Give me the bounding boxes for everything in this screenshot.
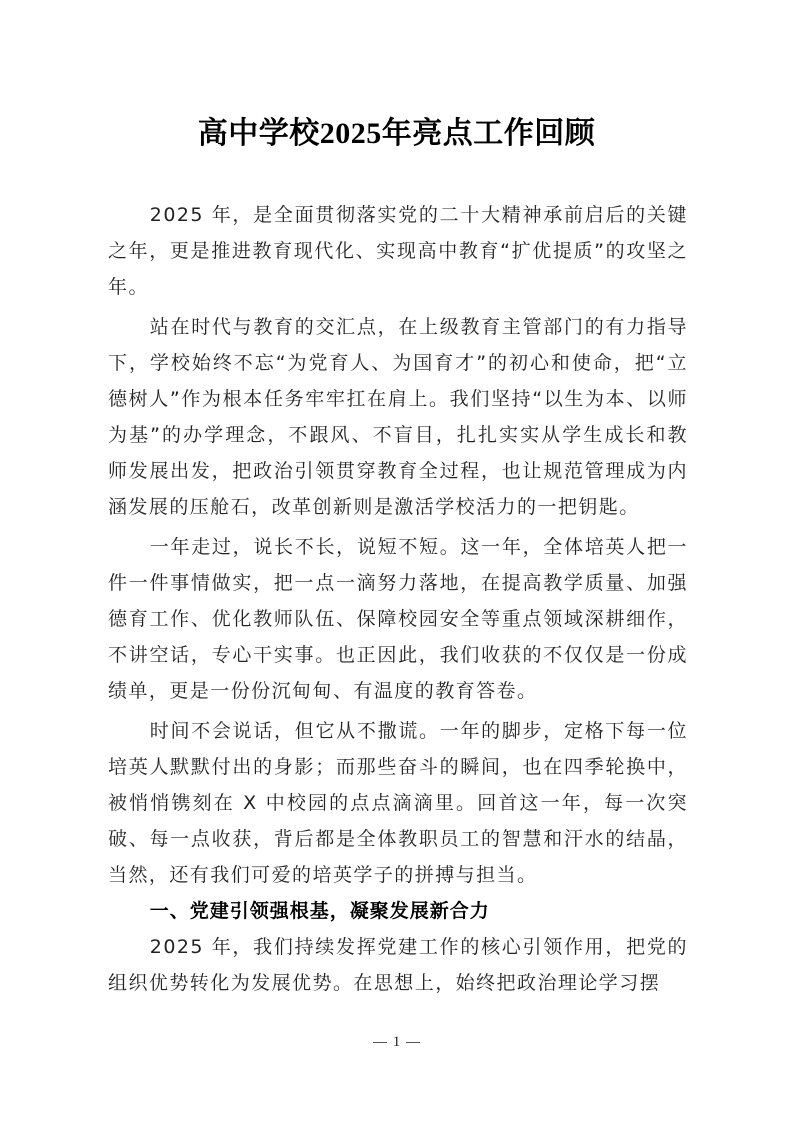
section-heading-1: 一、党建引领强根基，凝聚发展新合力 (149, 900, 490, 922)
paragraph-year-review: 一年走过，说长不长，说短不短。这一年，全体培英人把一件一件事情做实，把一点一滴努力落地，在提高教学质量、加强德育工作、优化教师队伍、保障校园安全等重点领域深耕细作，不讲空话，专心干实事。也正因此，我们收获的不仅仅是一份成绩单，更是一份份沉甸甸、有温度的教育答卷。 (108, 536, 688, 702)
paragraph-party-building: 2025 年，我们持续发挥党建工作的核心引领作用，把党的组织优势转化为发展优势。在思想上，始终把政治理论学习摆 (108, 936, 688, 994)
paragraph-time: 时间不会说话，但它从不撒谎。一年的脚步，定格下每一位培英人默默付出的身影；而那些奋斗的瞬间，也在四季轮换中，被悄悄镌刻在 X 中校园的点点滴滴里。回首这一年，每一次突破、每一点收获，背后都是全体教职员工的智慧和汗水的结晶，当然，还有我们可爱的培英学子的拼搏与担当。 (108, 720, 688, 886)
paragraph-mission: 站在时代与教育的交汇点，在上级教育主管部门的有力指导下，学校始终不忘“为党育人、为国育才”的初心和使命，把“立德树人”作为根本任务牢牢扛在肩上。我们坚持“以生为本、以师为基”的办学理念，不跟风、不盲目，扎扎实实从学生成长和教师发展出发，把政治引领贯穿教育全过程，也让规范管理成为内涵发展的压舱石，改革创新则是激活学校活力的一把钥匙。 (108, 316, 688, 518)
dash-right-icon (406, 1042, 420, 1043)
paragraph-intro: 2025 年，是全面贯彻落实党的二十大精神承前启后的关键之年，更是推进教育现代化、实现高中教育“扩优提质”的攻坚之年。 (108, 204, 688, 298)
page-number: 1 (392, 1034, 401, 1050)
document-body (108, 197, 688, 1001)
page-footer (0, 1034, 793, 1051)
document-title: 高中学校2025年亮点工作回顾 (197, 117, 596, 150)
dash-left-icon (373, 1042, 387, 1043)
